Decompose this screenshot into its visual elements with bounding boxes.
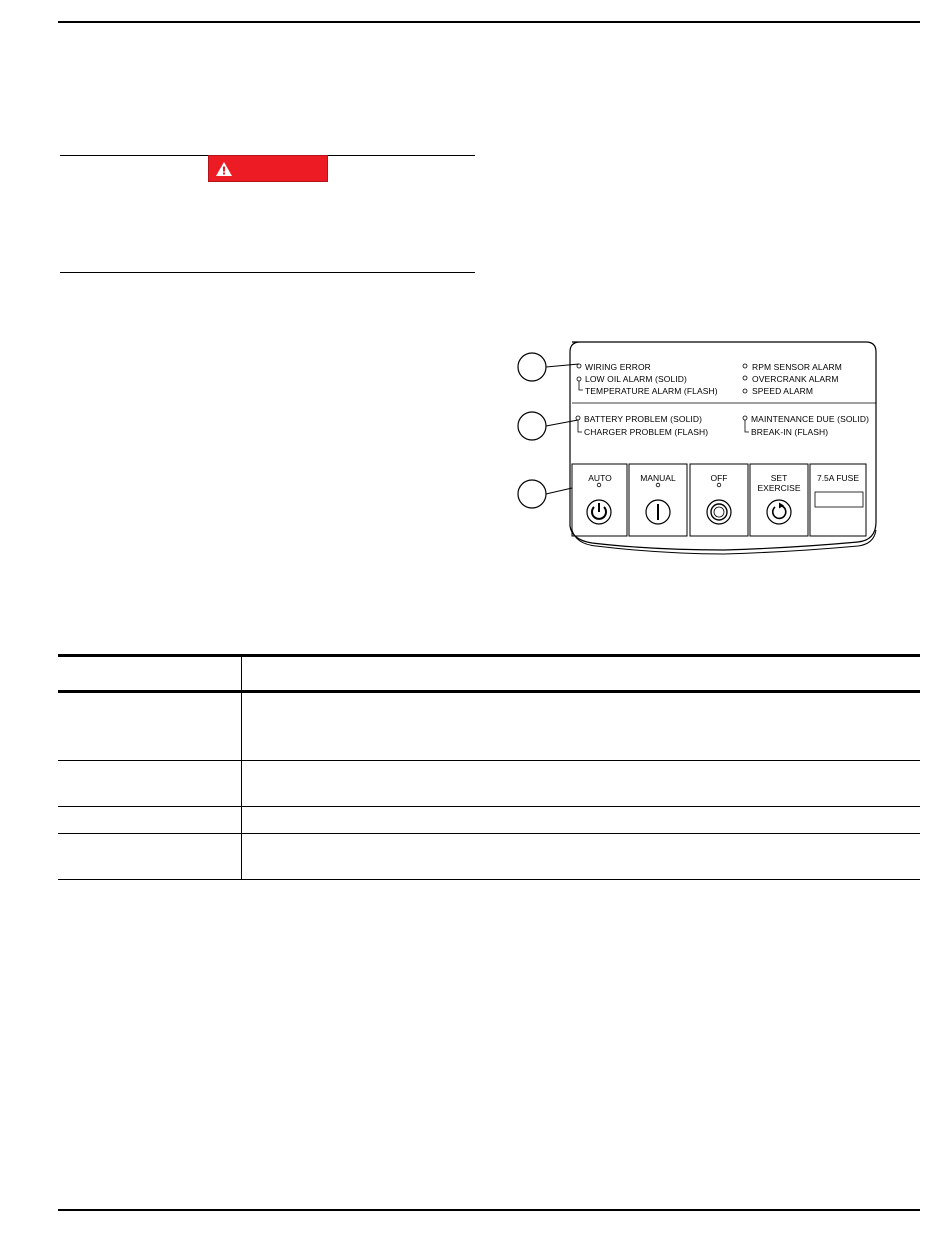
- controller-panel-figure: [492, 330, 902, 570]
- off-icon[interactable]: [707, 500, 731, 524]
- danger-box-bottom-rule: [60, 272, 475, 273]
- table-bottom-rule: [58, 879, 920, 880]
- indicator-break-in: BREAK-IN (FLASH): [751, 427, 829, 437]
- off-button-label: OFF: [710, 473, 728, 483]
- indicator-rpm-sensor: RPM SENSOR ALARM: [752, 362, 842, 372]
- indicator-overcrank: OVERCRANK ALARM: [752, 374, 839, 384]
- indicator-speed: SPEED ALARM: [752, 386, 814, 396]
- warning-triangle-icon: [215, 161, 233, 177]
- refresh-icon[interactable]: [767, 500, 791, 524]
- danger-banner: [208, 155, 328, 182]
- indicator-maintenance: MAINTENANCE DUE (SOLID): [751, 414, 870, 424]
- table-row-rule: [58, 760, 920, 761]
- fuse-label: 7.5A FUSE: [816, 473, 860, 483]
- indicator-low-oil: LOW OIL ALARM (SOLID): [585, 374, 687, 384]
- on-icon[interactable]: [646, 500, 670, 524]
- set-exercise-label-1: SET: [770, 473, 788, 483]
- table-top-rule: [58, 654, 920, 657]
- footer-rule: [58, 1209, 920, 1211]
- set-exercise-label-2: EXERCISE: [757, 483, 801, 493]
- manual-button-label: MANUAL: [640, 473, 676, 483]
- power-icon[interactable]: [587, 500, 611, 524]
- indicator-charger: CHARGER PROBLEM (FLASH): [584, 427, 709, 437]
- indicator-battery: BATTERY PROBLEM (SOLID): [584, 414, 703, 424]
- indicator-temperature: TEMPERATURE ALARM (FLASH): [585, 386, 718, 396]
- callout-3: [518, 480, 546, 508]
- table-column-divider: [241, 657, 242, 879]
- table-header-rule: [58, 690, 920, 693]
- callout-2: [518, 412, 546, 440]
- table-row-rule: [58, 833, 920, 834]
- header-rule: [58, 21, 920, 23]
- table-row-rule: [58, 806, 920, 807]
- indicator-wiring-error: WIRING ERROR: [585, 362, 651, 372]
- callout-1: [518, 353, 546, 381]
- auto-button-label: AUTO: [588, 473, 612, 483]
